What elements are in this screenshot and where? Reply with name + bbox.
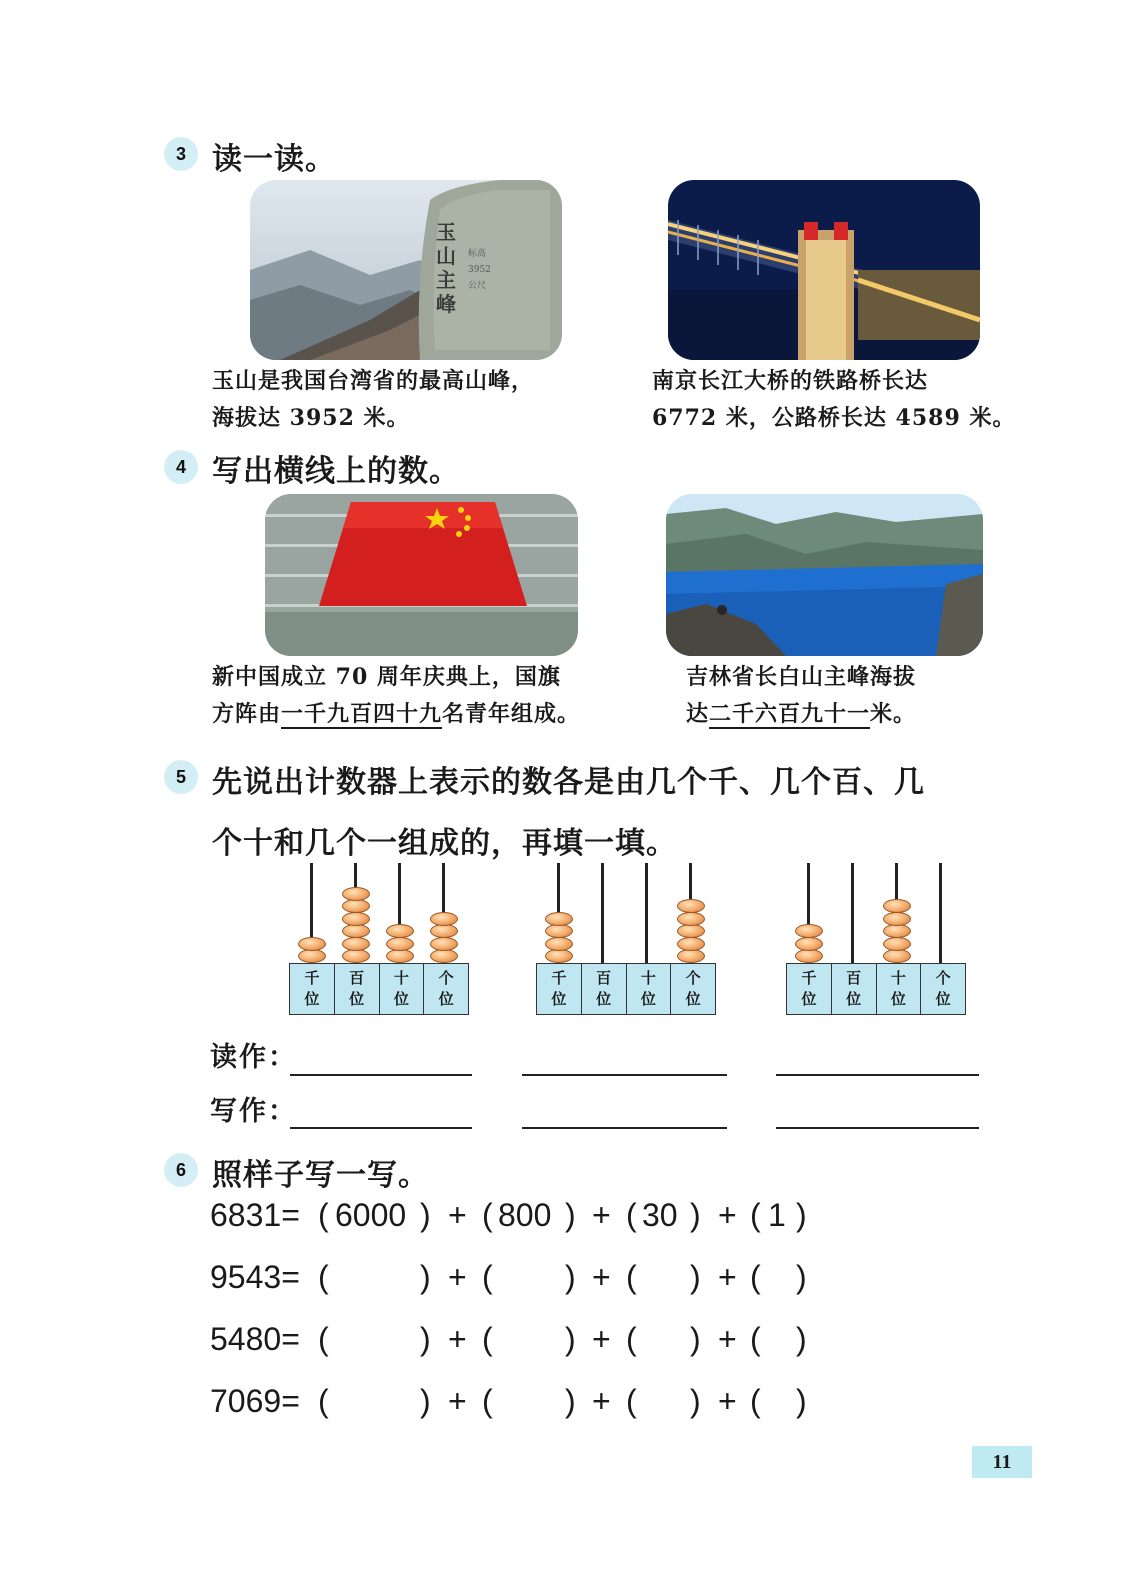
- abacus-bead: [386, 949, 414, 963]
- abacus-bead: [342, 937, 370, 951]
- abacus-1: [289, 855, 469, 1015]
- changbai-caption-prefix: 达: [686, 701, 710, 727]
- read-answer-line-2[interactable]: [522, 1074, 727, 1076]
- abacus-bead: [430, 924, 458, 938]
- changbai-caption: [686, 659, 916, 733]
- abacus-bead: [795, 937, 823, 951]
- place-label-top: 千: [551, 969, 567, 987]
- left-paren: (: [626, 1197, 637, 1233]
- place-label-bottom: 位: [304, 990, 320, 1008]
- abacus-3: [786, 855, 966, 1015]
- abacus-bead: [298, 937, 326, 951]
- write-answer-line-1[interactable]: [290, 1127, 472, 1129]
- stone-small-1: 标高: [468, 249, 487, 259]
- bridge-caption-line-2: 6772 米，公路桥长达 4589 米。: [652, 405, 1016, 431]
- equation-number: 7069=: [210, 1383, 300, 1419]
- equation-number: 5480=: [210, 1321, 300, 1357]
- abacus-bead: [883, 924, 911, 938]
- abacus-bead: [677, 949, 705, 963]
- place-label: [627, 964, 672, 1014]
- abacus-bead: [430, 949, 458, 963]
- place-label: [424, 964, 468, 1014]
- yushan-caption: [212, 363, 534, 437]
- flag-caption-prefix: 方阵由: [212, 701, 282, 727]
- left-paren: (: [750, 1259, 761, 1295]
- place-label: [335, 964, 380, 1014]
- abacus-bead: [386, 924, 414, 938]
- bridge-caption-line-1: 南京长江大桥的铁路桥长达: [652, 368, 929, 394]
- abacus-bead: [677, 912, 705, 926]
- flag-caption-line-1: 新中国成立 70 周年庆典上，国旗: [212, 664, 561, 690]
- left-paren: (: [750, 1197, 761, 1233]
- abacus-bead: [795, 924, 823, 938]
- read-as-label: 读作：: [210, 1042, 297, 1073]
- stone-char-1: 玉: [436, 220, 456, 244]
- changbai-caption-suffix: 米。: [870, 701, 917, 727]
- abacus-place-labels: [786, 963, 966, 1015]
- right-paren: ): [690, 1197, 701, 1233]
- plus-sign: +: [718, 1321, 737, 1357]
- place-label-bottom: 位: [551, 990, 567, 1008]
- thousands-answer[interactable]: 6000: [335, 1197, 407, 1233]
- abacus-bead: [795, 949, 823, 963]
- left-paren: (: [626, 1259, 637, 1295]
- abacus-bead: [430, 912, 458, 926]
- abacus-bead: [677, 899, 705, 913]
- place-label-bottom: 位: [935, 990, 951, 1008]
- right-paren: ): [565, 1197, 576, 1233]
- flag-caption: [212, 659, 580, 733]
- flag-caption-line-2: [212, 696, 580, 733]
- flag-formation-photo: [265, 494, 578, 656]
- plus-sign: +: [448, 1321, 467, 1357]
- right-paren: ): [565, 1321, 576, 1357]
- place-label: [290, 964, 335, 1014]
- place-label: [671, 964, 715, 1014]
- right-paren: ): [565, 1383, 576, 1419]
- plus-sign: +: [592, 1259, 611, 1295]
- right-paren: ): [796, 1383, 807, 1419]
- read-answer-line-1[interactable]: [290, 1074, 472, 1076]
- equation-number: 9543=: [210, 1259, 300, 1295]
- changbai-lake-photo: [666, 494, 983, 656]
- place-label-top: 十: [890, 969, 906, 987]
- question-5-title-line-2: 个十和几个一组成的，再填一填。: [212, 826, 677, 861]
- tens-answer[interactable]: 30: [642, 1197, 678, 1233]
- abacus-bead: [342, 887, 370, 901]
- question-4-title: 写出横线上的数。: [212, 454, 460, 489]
- right-paren: ): [420, 1197, 431, 1233]
- right-paren: ): [690, 1321, 701, 1357]
- place-label-top: 百: [349, 969, 365, 987]
- left-paren: (: [626, 1383, 637, 1419]
- plus-sign: +: [592, 1197, 611, 1233]
- place-label-bottom: 位: [640, 990, 656, 1008]
- place-label-top: 百: [846, 969, 862, 987]
- abacus-bead: [883, 912, 911, 926]
- left-paren: (: [318, 1321, 329, 1357]
- plus-sign: +: [448, 1197, 467, 1233]
- left-paren: (: [482, 1383, 493, 1419]
- left-paren: (: [318, 1383, 329, 1419]
- abacus-2: [536, 855, 716, 1015]
- ones-answer[interactable]: 1: [768, 1197, 786, 1233]
- place-label-top: 十: [393, 969, 409, 987]
- abacus-bead: [677, 937, 705, 951]
- place-label: [582, 964, 627, 1014]
- abacus-bead: [342, 924, 370, 938]
- plus-sign: +: [592, 1383, 611, 1419]
- stone-char-3: 主: [436, 268, 456, 292]
- place-label-bottom: 位: [393, 990, 409, 1008]
- abacus-place-labels: [289, 963, 469, 1015]
- write-answer-line-2[interactable]: [522, 1127, 727, 1129]
- abacus-bead: [430, 937, 458, 951]
- write-as-label: 写作：: [210, 1096, 297, 1127]
- right-paren: ): [420, 1259, 431, 1295]
- abacus-bead: [342, 912, 370, 926]
- right-paren: ): [796, 1259, 807, 1295]
- plus-sign: +: [592, 1321, 611, 1357]
- right-paren: ): [690, 1259, 701, 1295]
- changbai-caption-line-1: 吉林省长白山主峰海拔: [686, 664, 917, 690]
- abacus-bead: [677, 924, 705, 938]
- left-paren: (: [482, 1197, 493, 1233]
- left-paren: (: [318, 1197, 329, 1233]
- question-5-title-line-1: 先说出计数器上表示的数各是由几个千、几个百、几: [212, 765, 925, 800]
- plus-sign: +: [448, 1259, 467, 1295]
- abacus-bead: [545, 924, 573, 938]
- yushan-photo: [250, 180, 562, 360]
- write-answer-line-3[interactable]: [776, 1127, 979, 1129]
- place-label-top: 十: [640, 969, 656, 987]
- question-number-6: 6: [164, 1153, 198, 1187]
- abacus-place-labels: [536, 963, 716, 1015]
- plus-sign: +: [718, 1197, 737, 1233]
- nanjing-bridge-photo: [668, 180, 980, 360]
- abacus-bead: [545, 949, 573, 963]
- yushan-caption-line-1: 玉山是我国台湾省的最高山峰，: [212, 368, 535, 394]
- abacus-bead: [298, 949, 326, 963]
- hundreds-answer[interactable]: 800: [498, 1197, 552, 1233]
- abacus-bead: [342, 949, 370, 963]
- right-paren: ): [420, 1383, 431, 1419]
- place-label: [832, 964, 877, 1014]
- left-paren: (: [482, 1259, 493, 1295]
- right-paren: ): [796, 1321, 807, 1357]
- bridge-caption: [652, 363, 1015, 437]
- equation-number: 6831=: [210, 1197, 300, 1233]
- place-label-bottom: 位: [801, 990, 817, 1008]
- left-paren: (: [750, 1383, 761, 1419]
- abacus-bead: [545, 912, 573, 926]
- abacus-bead: [386, 937, 414, 951]
- left-paren: (: [318, 1259, 329, 1295]
- place-label-top: 千: [304, 969, 320, 987]
- abacus-rod: [851, 863, 854, 963]
- flag-underlined-number: 一千九百四十九: [281, 701, 443, 727]
- stone-small-3: 公尺: [468, 281, 487, 291]
- plus-sign: +: [718, 1259, 737, 1295]
- question-6-title: 照样子写一写。: [212, 1158, 429, 1193]
- place-label: [380, 964, 425, 1014]
- place-label-top: 个: [935, 969, 951, 987]
- abacus-bead: [883, 949, 911, 963]
- place-label-top: 个: [685, 969, 701, 987]
- changbai-caption-line-2: [686, 696, 916, 733]
- question-number-3: 3: [164, 137, 198, 171]
- place-label-bottom: 位: [596, 990, 612, 1008]
- abacus-bead: [545, 937, 573, 951]
- yushan-caption-line-2: 海拔达 3952 米。: [212, 405, 410, 431]
- read-answer-line-3[interactable]: [776, 1074, 979, 1076]
- place-label-bottom: 位: [890, 990, 906, 1008]
- place-label: [787, 964, 832, 1014]
- right-paren: ): [690, 1383, 701, 1419]
- place-label-bottom: 位: [846, 990, 862, 1008]
- left-paren: (: [482, 1321, 493, 1357]
- place-label: [921, 964, 965, 1014]
- place-label-bottom: 位: [685, 990, 701, 1008]
- right-paren: ): [796, 1197, 807, 1233]
- stone-char-2: 山: [436, 244, 456, 268]
- place-label-top: 百: [596, 969, 612, 987]
- right-paren: ): [420, 1321, 431, 1357]
- place-label-top: 千: [801, 969, 817, 987]
- changbai-underlined-number: 二千六百九十一: [709, 701, 871, 727]
- plus-sign: +: [448, 1383, 467, 1419]
- question-number-5: 5: [164, 760, 198, 794]
- abacus-rod: [939, 863, 942, 963]
- place-label: [877, 964, 922, 1014]
- question-3-title: 读一读。: [212, 142, 336, 177]
- abacus-bead: [342, 899, 370, 913]
- flag-caption-suffix: 名青年组成。: [442, 701, 581, 727]
- plus-sign: +: [718, 1383, 737, 1419]
- abacus-bead: [883, 899, 911, 913]
- place-label-top: 个: [438, 969, 454, 987]
- right-paren: ): [565, 1259, 576, 1295]
- question-number-4: 4: [164, 450, 198, 484]
- abacus-rod: [601, 863, 604, 963]
- left-paren: (: [750, 1321, 761, 1357]
- stone-char-4: 峰: [436, 292, 456, 316]
- place-label: [537, 964, 582, 1014]
- place-label-bottom: 位: [349, 990, 365, 1008]
- abacus-rod: [645, 863, 648, 963]
- left-paren: (: [626, 1321, 637, 1357]
- abacus-bead: [883, 937, 911, 951]
- stone-small-2: 3952: [468, 265, 491, 275]
- page-number: 11: [972, 1446, 1032, 1478]
- place-label-bottom: 位: [438, 990, 454, 1008]
